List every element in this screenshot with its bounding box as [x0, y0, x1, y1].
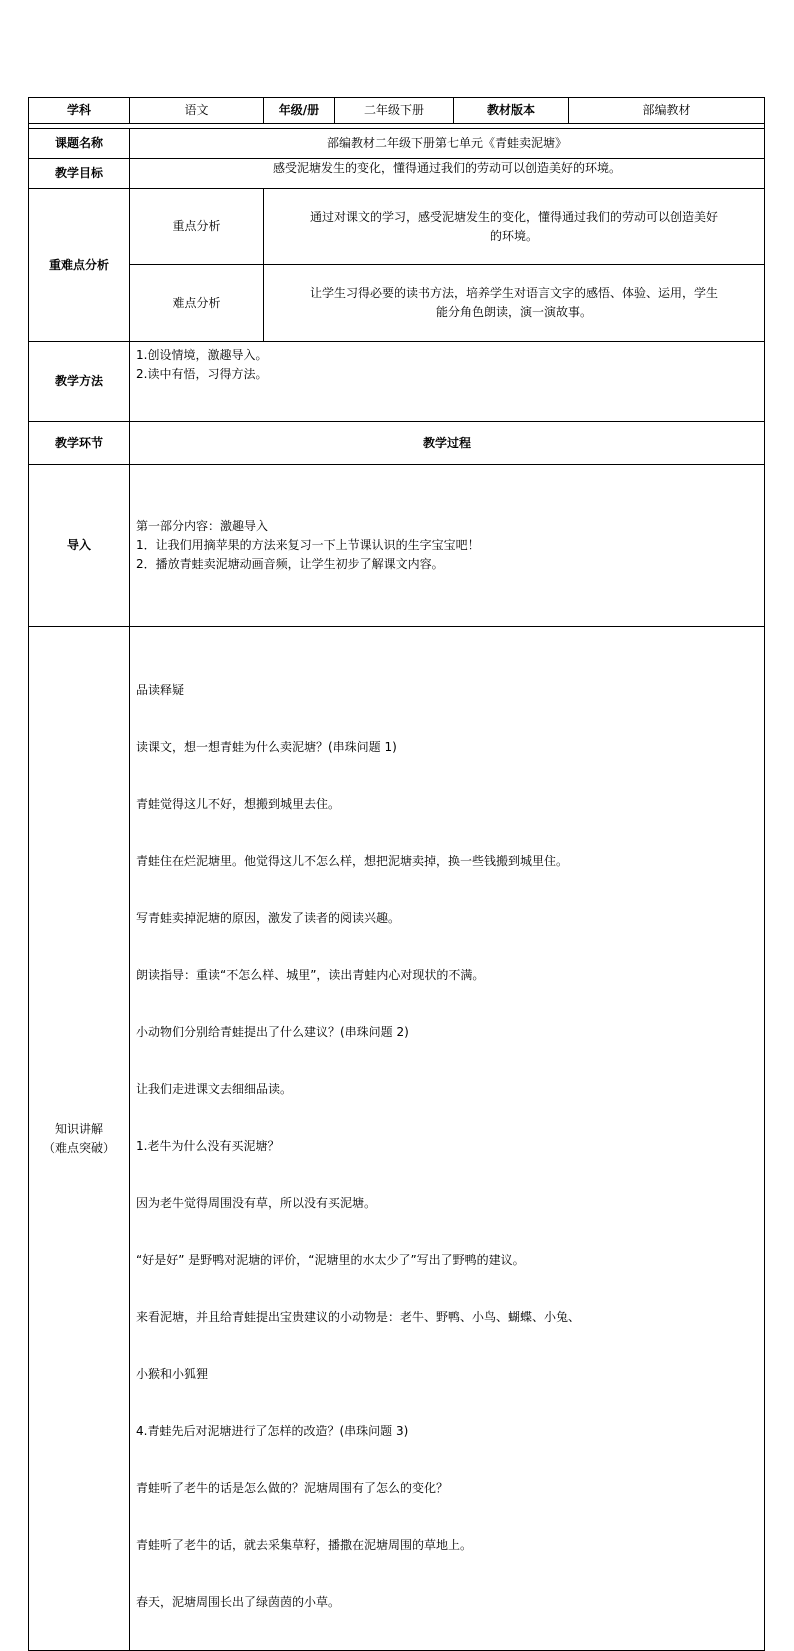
subject-value: 语文 [130, 98, 264, 124]
intro-row [29, 465, 765, 627]
knowledge-line: 青蛙觉得这儿不好，想搬到城里去住。 [136, 797, 341, 811]
intro-text [130, 465, 765, 627]
goal-row [29, 159, 765, 189]
lesson-plan-table [28, 97, 765, 1651]
lesson-row [29, 129, 765, 159]
subject-label: 学科 [29, 98, 130, 124]
key-point-label: 重点分析 [130, 189, 264, 265]
method-row [29, 342, 765, 422]
goal-value: 感受泥塘发生的变化，懂得通过我们的劳动可以创造美好的环境。 [130, 159, 765, 189]
knowledge-line: 青蛙听了老牛的话，就去采集草籽，播撒在泥塘周围的草地上。 [136, 1538, 473, 1552]
intro-label: 导入 [29, 465, 130, 627]
knowledge-line: 青蛙听了老牛的话是怎么做的？泥塘周围有了怎么的变化？ [136, 1481, 449, 1495]
edition-value: 部编教材 [569, 98, 765, 124]
grade-label: 年级/册 [264, 98, 335, 124]
knowledge-line: 春天，泥塘周围长出了绿茵茵的小草。 [136, 1595, 341, 1609]
knowledge-text [130, 627, 765, 1651]
process-stage-label: 教学环节 [29, 422, 130, 465]
key-point-line: 的环境。 [489, 228, 538, 243]
intro-line: 2．播放青蛙卖泥塘动画音频，让学生初步了解课文内容。 [136, 557, 444, 571]
knowledge-line: 青蛙住在烂泥塘里。他觉得这儿不怎么样，想把泥塘卖掉，换一些钱搬到城里住。 [136, 854, 569, 868]
key-point-text [264, 189, 765, 265]
goal-label: 教学目标 [29, 159, 130, 189]
lesson-label: 课题名称 [29, 129, 130, 159]
knowledge-line: 来看泥塘，并且给青蛙提出宝贵建议的小动物是：老牛、野鸭、小鸟、蝴蝶、小兔、 [136, 1310, 581, 1324]
knowledge-line: 小动物们分别给青蛙提出了什么建议？(串珠问题 2) [136, 1025, 409, 1039]
knowledge-line: 4.青蛙先后对泥塘进行了怎样的改造？(串珠问题 3) [136, 1424, 409, 1438]
lesson-value: 部编教材二年级下册第七单元《青蛙卖泥塘》 [130, 129, 765, 159]
edition-label: 教材版本 [454, 98, 569, 124]
intro-line: 第一部分内容：激趣导入 [136, 519, 269, 533]
key-point-line: 通过对课文的学习，感受泥塘发生的变化，懂得通过我们的劳动可以创造美好 [309, 209, 718, 224]
difficult-point-line: 能分角色朗读，演一演故事。 [435, 305, 592, 319]
process-header-row [29, 422, 765, 465]
knowledge-line: 因为老牛觉得周围没有草，所以没有买泥塘。 [136, 1196, 377, 1210]
process-title: 教学过程 [130, 422, 765, 465]
difficult-point-label: 难点分析 [130, 265, 264, 342]
knowledge-line: 品读释疑 [136, 683, 185, 697]
difficult-point-line: 让学生习得必要的读书方法，培养学生对语言文字的感悟、体验、运用，学生 [309, 286, 718, 300]
method-label: 教学方法 [29, 342, 130, 422]
knowledge-label [29, 627, 130, 1651]
key-point-row [29, 189, 765, 265]
knowledge-line: “好是好” 是野鸭对泥塘的评价，“泥塘里的水太少了”写出了野鸭的建议。 [136, 1253, 525, 1267]
knowledge-line: 朗读指导：重读“不怎么样、城里”，读出青蛙内心对现状的不满。 [136, 968, 485, 982]
method-item: 1.创设情境，激趣导入。 [136, 348, 268, 362]
method-item: 2.读中有悟，习得方法。 [136, 367, 268, 381]
difficult-point-row [29, 265, 765, 342]
grade-value: 二年级下册 [335, 98, 454, 124]
method-text [130, 342, 765, 422]
knowledge-line: 写青蛙卖掉泥塘的原因，激发了读者的阅读兴趣。 [136, 911, 401, 925]
header-row [29, 98, 765, 124]
knowledge-line: 小猴和小狐狸 [136, 1367, 209, 1381]
knowledge-row [29, 627, 765, 1651]
knowledge-line: 读课文，想一想青蛙为什么卖泥塘？(串珠问题 1) [136, 740, 397, 754]
difficult-point-text [264, 265, 765, 342]
knowledge-line: 让我们走进课文去细细品读。 [136, 1082, 293, 1096]
knowledge-label-line: 知识讲解 [54, 1121, 103, 1136]
analysis-label: 重难点分析 [29, 189, 130, 342]
knowledge-line: 1.老牛为什么没有买泥塘？ [136, 1139, 280, 1153]
intro-line: 1．让我们用摘苹果的方法来复习一下上节课认识的生字宝宝吧！ [136, 538, 480, 552]
knowledge-label-line: （难点突破） [42, 1140, 115, 1155]
